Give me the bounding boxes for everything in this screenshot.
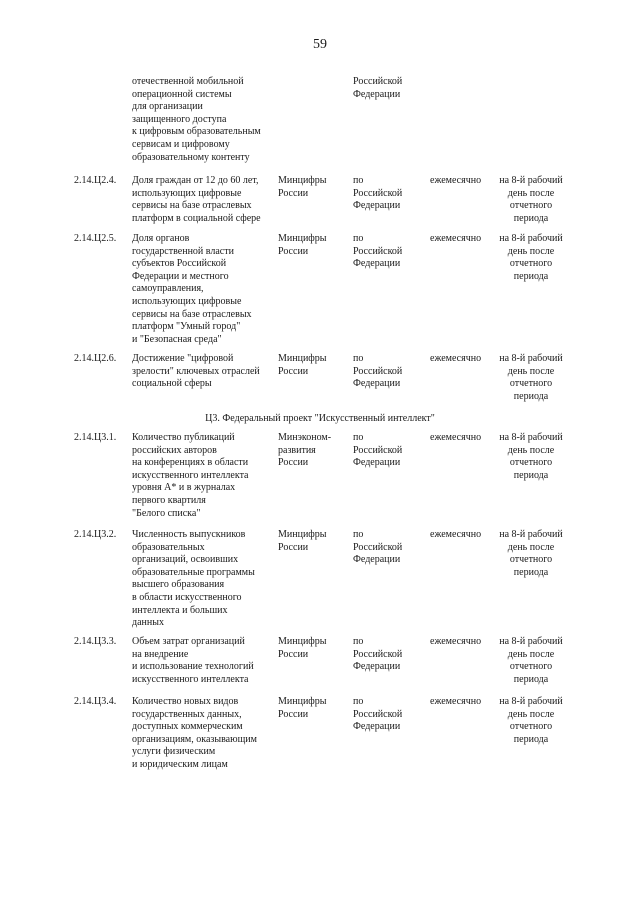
deadline: на 8-й рабочий день после отчетного периода <box>499 233 563 282</box>
indicator-name: Достижение "цифровой зрелости" ключевых отраслей социальной сферы <box>132 353 260 390</box>
responsible-agency: Минцифры России <box>278 353 327 377</box>
frequency: ежемесячно <box>430 636 482 647</box>
frequency: ежемесячно <box>430 175 482 186</box>
indicator-name: отечественной мобильной операционной системы для организации защищенного доступа к цифровым образовательным сервисам и цифровому образовательному контенту <box>132 76 261 163</box>
responsible-agency: Минцифры России <box>278 696 327 720</box>
data-level: по Российской Федерации <box>353 432 403 469</box>
indicator-code: 2.14.Ц3.3. <box>74 636 117 647</box>
indicator-name: Доля граждан от 12 до 60 лет, использующих цифровые сервисы на базе отраслевых платформ в социальной сфере <box>132 175 261 224</box>
deadline: на 8-й рабочий день после отчетного периода <box>499 636 563 685</box>
responsible-agency: Минцифры России <box>278 636 327 660</box>
deadline: на 8-й рабочий день после отчетного периода <box>499 432 563 481</box>
frequency: ежемесячно <box>430 696 482 707</box>
data-level: по Российской Федерации <box>353 233 403 270</box>
indicator-code: 2.14.Ц2.6. <box>74 353 117 364</box>
indicator-name: Объем затрат организаций на внедрение и использование технологий искусственного интеллекта <box>132 636 254 685</box>
deadline: на 8-й рабочий день после отчетного периода <box>499 353 563 402</box>
indicator-code: 2.14.Ц2.5. <box>74 233 117 244</box>
responsible-agency: Минцифры России <box>278 529 327 553</box>
data-level: по Российской Федерации <box>353 353 403 390</box>
indicator-code: 2.14.Ц3.2. <box>74 529 117 540</box>
indicator-name: Численность выпускников образовательных организаций, освоивших образовательные программы высшего образования в области искусственного интеллекта и больших данных <box>132 529 255 629</box>
indicator-name: Количество публикаций российских авторов на конференциях в области искусственного интеллекта уровня А* и в журналах первого квартиля "Белого списка" <box>132 432 249 519</box>
data-level: Российской Федерации <box>353 76 403 100</box>
frequency: ежемесячно <box>430 353 482 364</box>
indicator-code: 2.14.Ц2.4. <box>74 175 117 186</box>
data-level: по Российской Федерации <box>353 529 403 566</box>
page-number: 59 <box>313 37 327 52</box>
indicator-name: Количество новых видов государственных данных, доступных коммерческим организациям, оказывающим услуги физическим и юридическим лицам <box>132 696 257 770</box>
deadline: на 8-й рабочий день после отчетного периода <box>499 696 563 745</box>
data-level: по Российской Федерации <box>353 636 403 673</box>
responsible-agency: Минцифры России <box>278 175 327 199</box>
section-title: Ц3. Федеральный проект "Искусственный интеллект" <box>205 413 435 424</box>
deadline: на 8-й рабочий день после отчетного периода <box>499 529 563 578</box>
data-level: по Российской Федерации <box>353 696 403 733</box>
deadline: на 8-й рабочий день после отчетного периода <box>499 175 563 224</box>
frequency: ежемесячно <box>430 432 482 443</box>
indicator-code: 2.14.Ц3.1. <box>74 432 117 443</box>
frequency: ежемесячно <box>430 233 482 244</box>
indicator-name: Доля органов государственной власти субъектов Российской Федерации и местного самоуправления, использующих цифровые сервисы на базе отраслевых платформ "Умный город" и "Безопасная среда" <box>132 233 252 345</box>
responsible-agency: Минцифры России <box>278 233 327 257</box>
responsible-agency: Минэконом- развития России <box>278 432 332 469</box>
indicator-code: 2.14.Ц3.4. <box>74 696 117 707</box>
frequency: ежемесячно <box>430 529 482 540</box>
data-level: по Российской Федерации <box>353 175 403 212</box>
